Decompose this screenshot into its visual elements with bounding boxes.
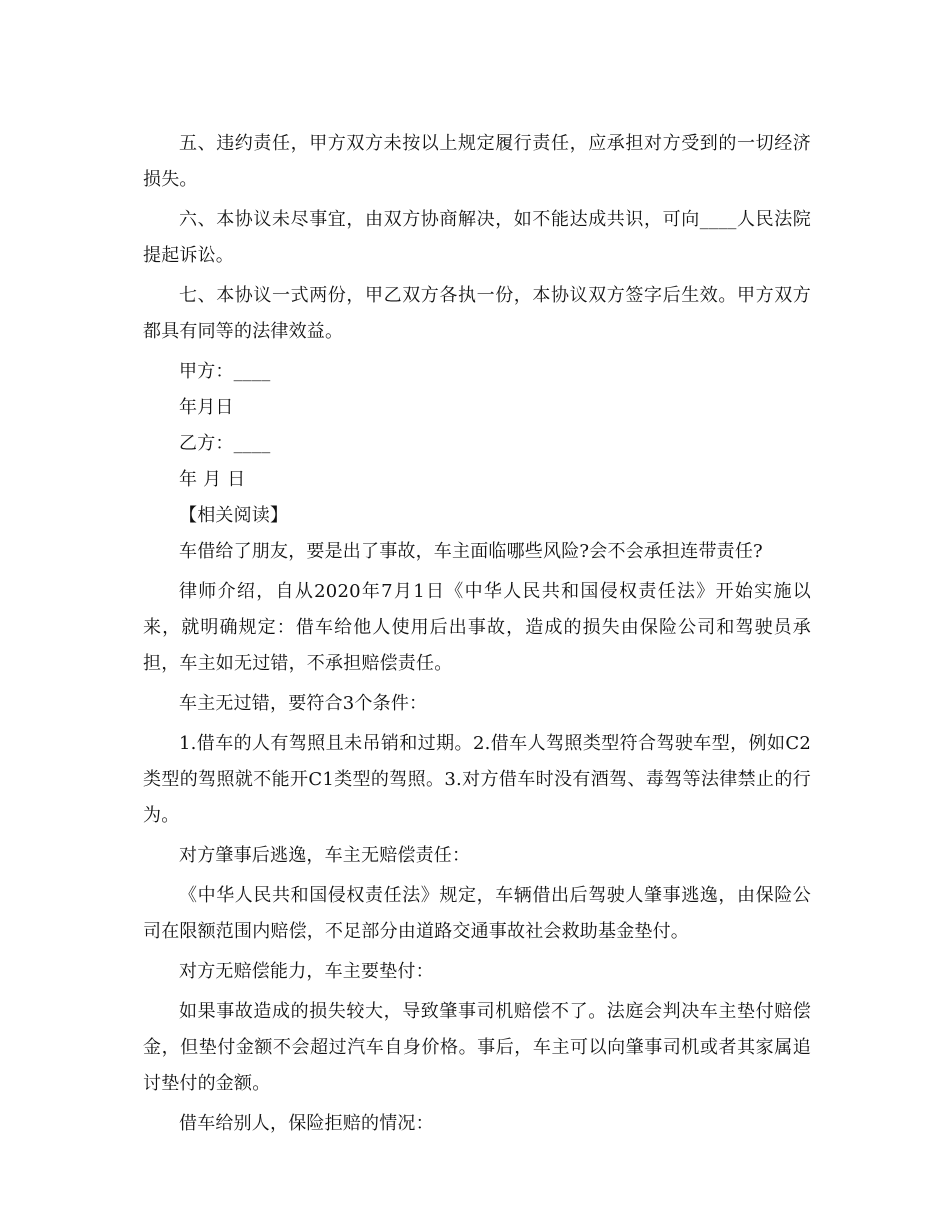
- related-reading-heading: 【相关阅读】: [179, 505, 289, 526]
- insurance-refusal-heading: 借车给别人，保险拒赔的情况：: [179, 1113, 434, 1134]
- no-fault-conditions-list: 1.借车的人有驾照且未吊销和过期。2.借车人驾照类型符合驾驶车型，例如C2类型的驾照就不能开C1类型的驾照。3.对方借车时没有酒驾、毒驾等法律禁止的行为。: [143, 733, 811, 826]
- advance-payment-explanation: 如果事故造成的损失较大，导致肇事司机赔偿不了。法庭会判决车主垫付赔偿金，但垫付金额不会超过汽车自身价格。事后，车主可以向肇事司机或者其家属追讨垫付的金额。: [143, 1001, 811, 1094]
- clause-effectiveness: 七、本协议一式两份，甲乙双方各执一份，本协议双方签字后生效。甲方双方都具有同等的法律效益。: [143, 285, 811, 342]
- hit-and-run-explanation: 《中华人民共和国侵权责任法》规定，车辆借出后驾驶人肇事逃逸，由保险公司在限额范围内赔偿，不足部分由道路交通事故社会救助基金垫付。: [143, 885, 811, 942]
- document-body: [143, 126, 811, 1146]
- clause-breach-liability: 五、违约责任，甲方双方未按以上规定履行责任，应承担对方受到的一切经济损失。: [143, 133, 811, 190]
- party-a-date-line: 年月日: [179, 397, 234, 418]
- advance-payment-heading: 对方无赔偿能力，车主要垫付：: [179, 961, 434, 982]
- hit-and-run-heading: 对方肇事后逃逸，车主无赔偿责任：: [179, 845, 471, 866]
- clause-dispute-resolution: 六、本协议未尽事宜，由双方协商解决，如不能达成共识，可向____人民法院提起诉讼。: [143, 209, 811, 266]
- party-b-signature-line: 乙方：____: [179, 433, 271, 454]
- related-question: 车借给了朋友，要是出了事故，车主面临哪些风险?会不会承担连带责任?: [179, 541, 763, 562]
- party-b-date-line: 年 月 日: [179, 469, 246, 490]
- no-fault-conditions-heading: 车主无过错，要符合3个条件：: [179, 693, 428, 714]
- lawyer-introduction: 律师介绍，自从2020年7月1日《中华人民共和国侵权责任法》开始实施以来，就明确规定：借车给他人使用后出事故，造成的损失由保险公司和驾驶员承担，车主如无过错，不承担赔偿责任。: [143, 581, 811, 674]
- party-a-signature-line: 甲方：____: [179, 361, 271, 382]
